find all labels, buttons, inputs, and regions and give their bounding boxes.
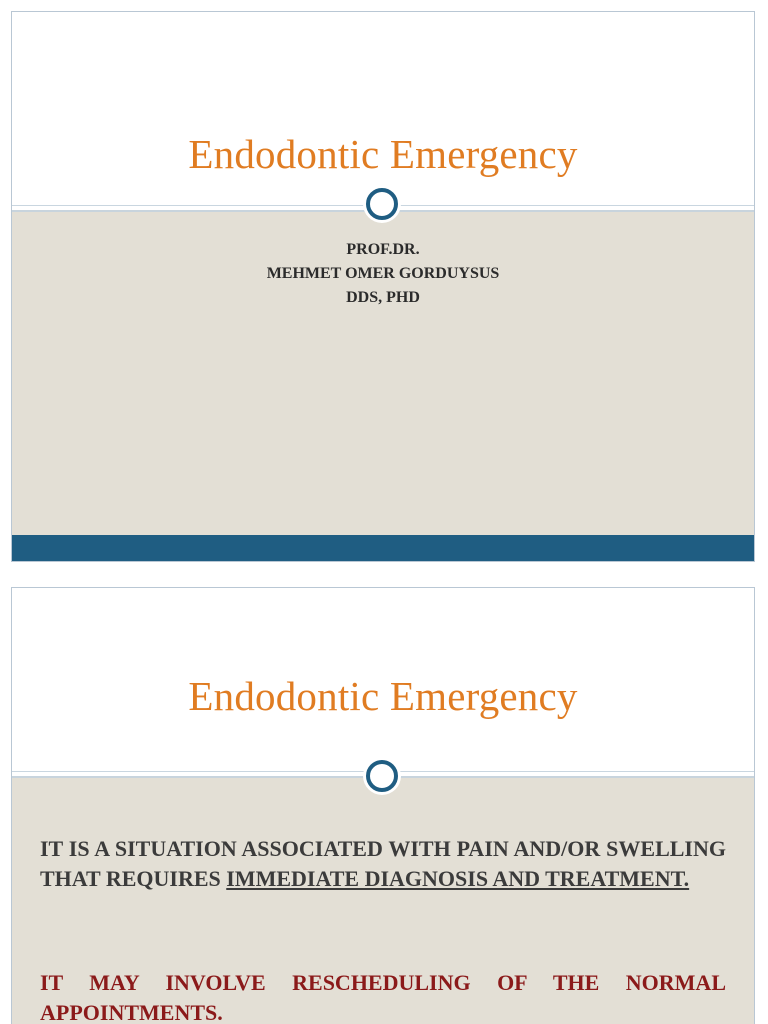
definition-emphasis: IMMEDIATE DIAGNOSIS AND TREATMENT. (226, 866, 690, 891)
circle-ornament-icon (366, 760, 398, 792)
title-slide (11, 11, 755, 562)
author-title: PROF.DR. (346, 241, 420, 258)
rescheduling-paragraph: IT MAY INVOLVE RESCHEDULING OF THE NORMAL APPOINTMENTS. (40, 970, 726, 1024)
slide-title: Endodontic Emergency (188, 131, 578, 177)
author-block (12, 238, 754, 310)
circle-ornament-icon (366, 188, 398, 220)
author-degrees: DDS, PHD (346, 289, 420, 306)
slide-title: Endodontic Emergency (188, 673, 578, 719)
definition-text: IT IS A SITUATION ASSOCIATED WITH PAIN AND/OR SWELLING THAT REQUIRES (40, 836, 726, 891)
footer-bar (12, 535, 754, 561)
author-name: MEHMET OMER GORDUYSUS (266, 265, 500, 282)
content-slide (11, 587, 755, 1024)
definition-paragraph (40, 834, 726, 894)
